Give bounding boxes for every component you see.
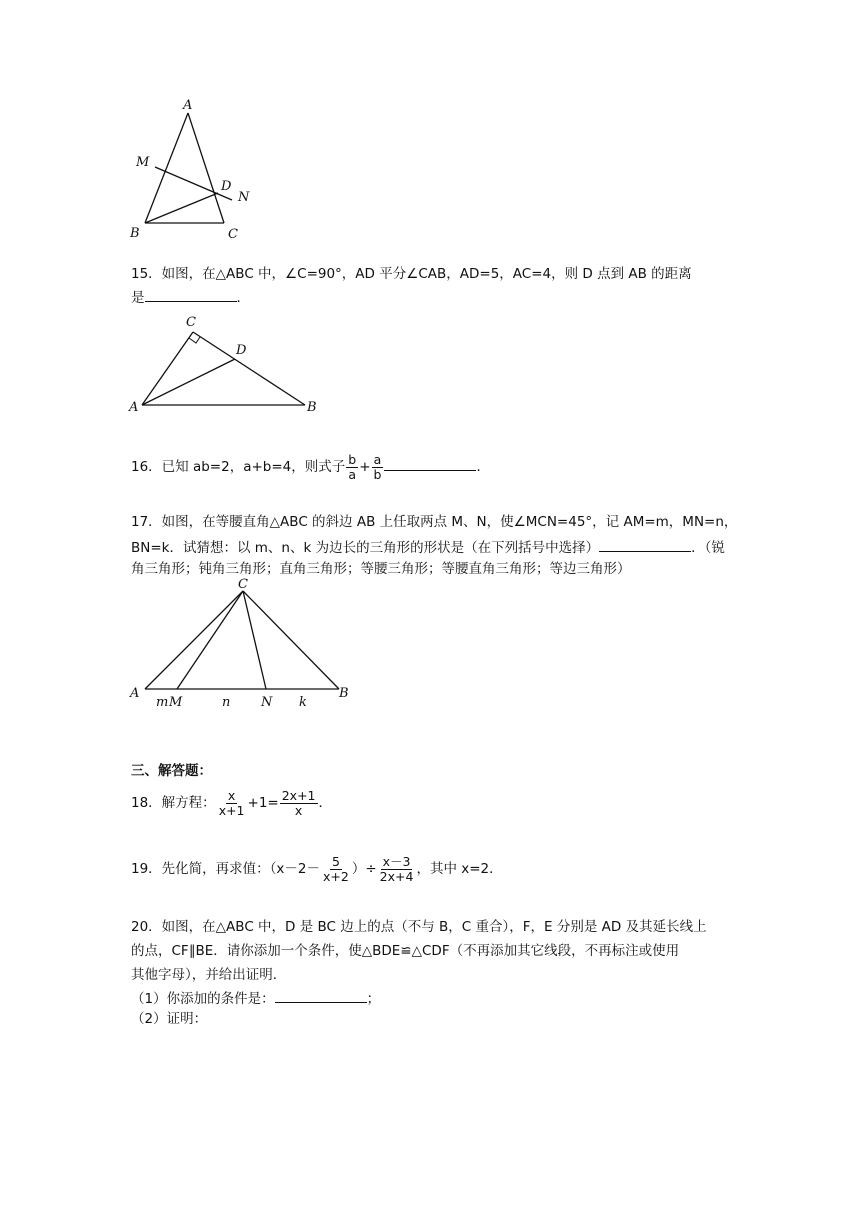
q19-fraction-divisor [378, 855, 416, 884]
q19-f1-den: x+2 [323, 868, 349, 884]
section-title: 三、解答题： [131, 763, 212, 779]
segment-CN [243, 591, 266, 689]
q16-frac1-den: a [348, 466, 357, 482]
q15-line1: 15．如图，在△ABC 中，∠C=90°，AD 平分∠CAB，AD=5，AC=4，则 D 点到 AB 的距离 [131, 266, 692, 282]
q20-line3: 其他字母），并给出证明． [131, 967, 287, 983]
q16-frac2-den: b [373, 466, 382, 482]
q16-fraction-a-over-b [372, 453, 384, 482]
label-M: M [169, 695, 183, 710]
q19-f1-num: 5 [331, 853, 340, 869]
q17-line1: 17．如图，在等腰直角△ABC 的斜边 AB 上任取两点 M、N，使∠MCN=45°，记 AM=m，MN=n， [131, 514, 738, 530]
q16-fraction-b-over-a [346, 453, 358, 482]
q16-frac1-num: b [348, 451, 357, 467]
label-B: B [307, 400, 317, 415]
label-B: B [130, 226, 140, 241]
q16-frac2-num: a [373, 451, 382, 467]
q16-line [131, 452, 490, 482]
label-M: M [136, 155, 150, 170]
label-C: C [238, 577, 248, 592]
label-C: C [186, 315, 196, 330]
q20-sub2: （2）证明： [131, 1011, 208, 1027]
q18-fraction-right [280, 789, 318, 818]
q18-suffix: ． [318, 795, 333, 811]
label-B: B [339, 686, 349, 701]
q17-line2-suffix: ．（锐 [691, 540, 725, 556]
segment-AB [145, 113, 188, 223]
q19-f2-num: x－3 [382, 853, 411, 869]
label-A: A [130, 686, 140, 701]
segment-BD [145, 193, 218, 223]
label-A: A [183, 98, 193, 113]
q17-answer-blank[interactable] [599, 537, 691, 552]
label-k: k [299, 695, 307, 710]
right-angle-mark [189, 337, 200, 343]
q18-f2-num: 2x+1 [281, 787, 316, 803]
segment-CM [177, 591, 243, 689]
q16-answer-blank[interactable] [384, 456, 476, 471]
q20-answer-blank[interactable] [275, 988, 367, 1003]
q19-line [131, 851, 503, 887]
q19-suffix: ，其中 x=2． [416, 861, 503, 877]
q18-f2-den: x [294, 802, 303, 818]
q17-line2 [131, 537, 725, 557]
label-D: D [236, 343, 247, 358]
q17-line2-prefix: BN=k．试猜想：以 m、n、k 为边长的三角形的形状是（在下列括号中选择） [131, 540, 600, 556]
q18-line [131, 786, 332, 820]
segment-CB [243, 591, 339, 689]
q15-suffix: ． [236, 290, 250, 306]
q19-prefix: 19．先化简，再求值： [131, 861, 270, 877]
label-N: N [238, 190, 250, 205]
segment-AC [188, 113, 224, 223]
q19-close: ）÷ [351, 861, 377, 877]
q17-line3: 角三角形；钝角三角形；直角三角形；等腰三角形；等腰直角三角形；等边三角形） [131, 561, 631, 577]
q20-line1: 20．如图，在△ABC 中，D 是 BC 边上的点（不与 B，C 重合），F，E 分别是 AD 及其延长线上 [131, 919, 707, 935]
q18-f1-den: x+1 [218, 802, 245, 818]
figure-q15-right-triangle [125, 310, 335, 420]
label-D: D [221, 179, 232, 194]
q16-suffix: ． [476, 459, 490, 475]
q20-sub1-suffix: ； [366, 991, 381, 1007]
label-A: A [129, 400, 139, 415]
label-n: n [222, 695, 231, 710]
q18-prefix: 18．解方程： [131, 795, 216, 811]
q15-line2 [131, 287, 250, 307]
label-C: C [228, 227, 238, 242]
q18-f1-num: x [227, 787, 236, 803]
q15-answer-blank[interactable] [145, 287, 237, 302]
q16-prefix: 16．已知 ab=2，a+b=4，则式子 [131, 459, 346, 475]
label-m: m [156, 695, 169, 710]
segment-CA [142, 332, 193, 405]
q19-f2-den: 2x+4 [379, 868, 414, 884]
q19-open: （x－2－ [269, 861, 321, 877]
q20-line2: 的点，CF∥BE．请你添加一个条件，使△BDE≌△CDF（不再添加其它线段，不再标注或使用 [131, 943, 680, 959]
q20-sub1-prefix: （1）你添加的条件是： [131, 991, 275, 1007]
label-N: N [261, 695, 273, 710]
q18-mid: +1= [247, 795, 279, 811]
q16-plus: + [359, 459, 371, 475]
q18-fraction-left [217, 789, 247, 818]
segment-AD [142, 359, 235, 405]
segment-CA [145, 591, 243, 689]
figure-q14-triangle [120, 95, 270, 245]
q20-sub1 [131, 988, 380, 1008]
segment-CB [193, 332, 305, 405]
q15-prefix: 是 [131, 290, 145, 306]
q19-fraction-5-over-x2 [321, 855, 351, 884]
figure-q17-isosceles-right-triangle [125, 575, 365, 715]
